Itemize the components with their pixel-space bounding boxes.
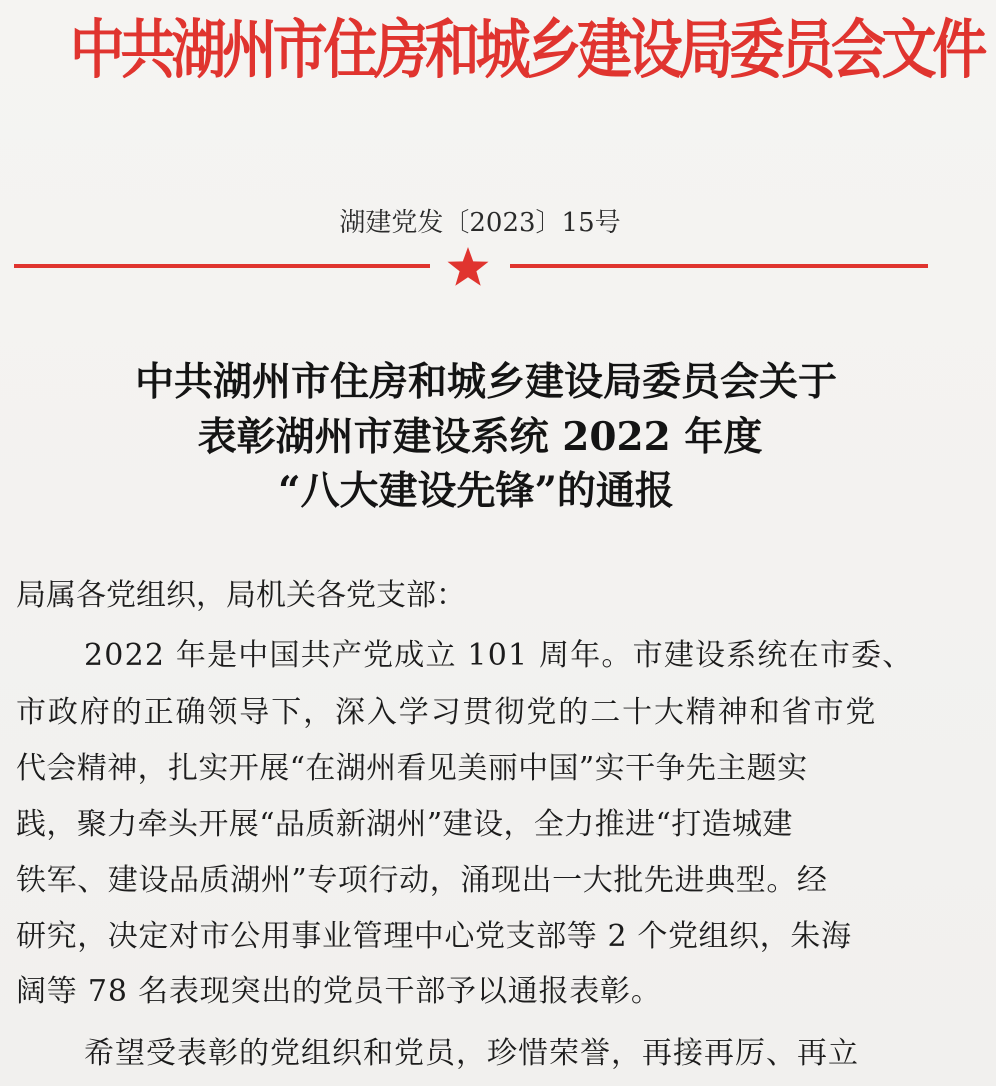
- notice-title-line-2: 表彰湖州市建设系统 2022 年度: [197, 414, 763, 460]
- body-line-4: 践，聚力牵头开展“品质新湖州”建设，全力推进“打造城建: [16, 807, 793, 842]
- body-line-1: 2022 年是中国共产党成立 101 周年。市建设系统在市委、: [84, 638, 914, 673]
- star-icon: [446, 246, 490, 288]
- document-number: 湖建党发〔2023〕15号: [339, 208, 621, 238]
- body-line-7: 阔等 78 名表现突出的党员干部予以通报表彰。: [16, 974, 662, 1009]
- body-line-3: 代会精神，扎实开展“在湖州看见美丽中国”实干争先主题实: [16, 751, 808, 786]
- notice-title-line-1: 中共湖州市住房和城乡建设局委员会关于: [134, 359, 837, 405]
- body-line-6: 研究，决定对市公用事业管理中心党支部等 2 个党组织，朱海: [16, 919, 852, 954]
- notice-title-line-3: “八大建设先锋”的通报: [278, 468, 674, 514]
- red-rule-right: [510, 264, 928, 268]
- body-line-5: 铁军、建设品质湖州”专项行动，涌现出一大批先进典型。经: [16, 863, 828, 898]
- salutation: 局属各党组织，局机关各党支部：: [16, 578, 466, 613]
- body-line-2: 市政府的正确领导下，深入学习贯彻党的二十大精神和省市党: [16, 695, 878, 730]
- red-rule-left: [14, 264, 430, 268]
- issuing-organization-title: 中共湖州市住房和城乡建设局委员会文件: [69, 13, 984, 88]
- body-line-8: 希望受表彰的党组织和党员，珍惜荣誉，再接再厉、再立: [84, 1036, 859, 1071]
